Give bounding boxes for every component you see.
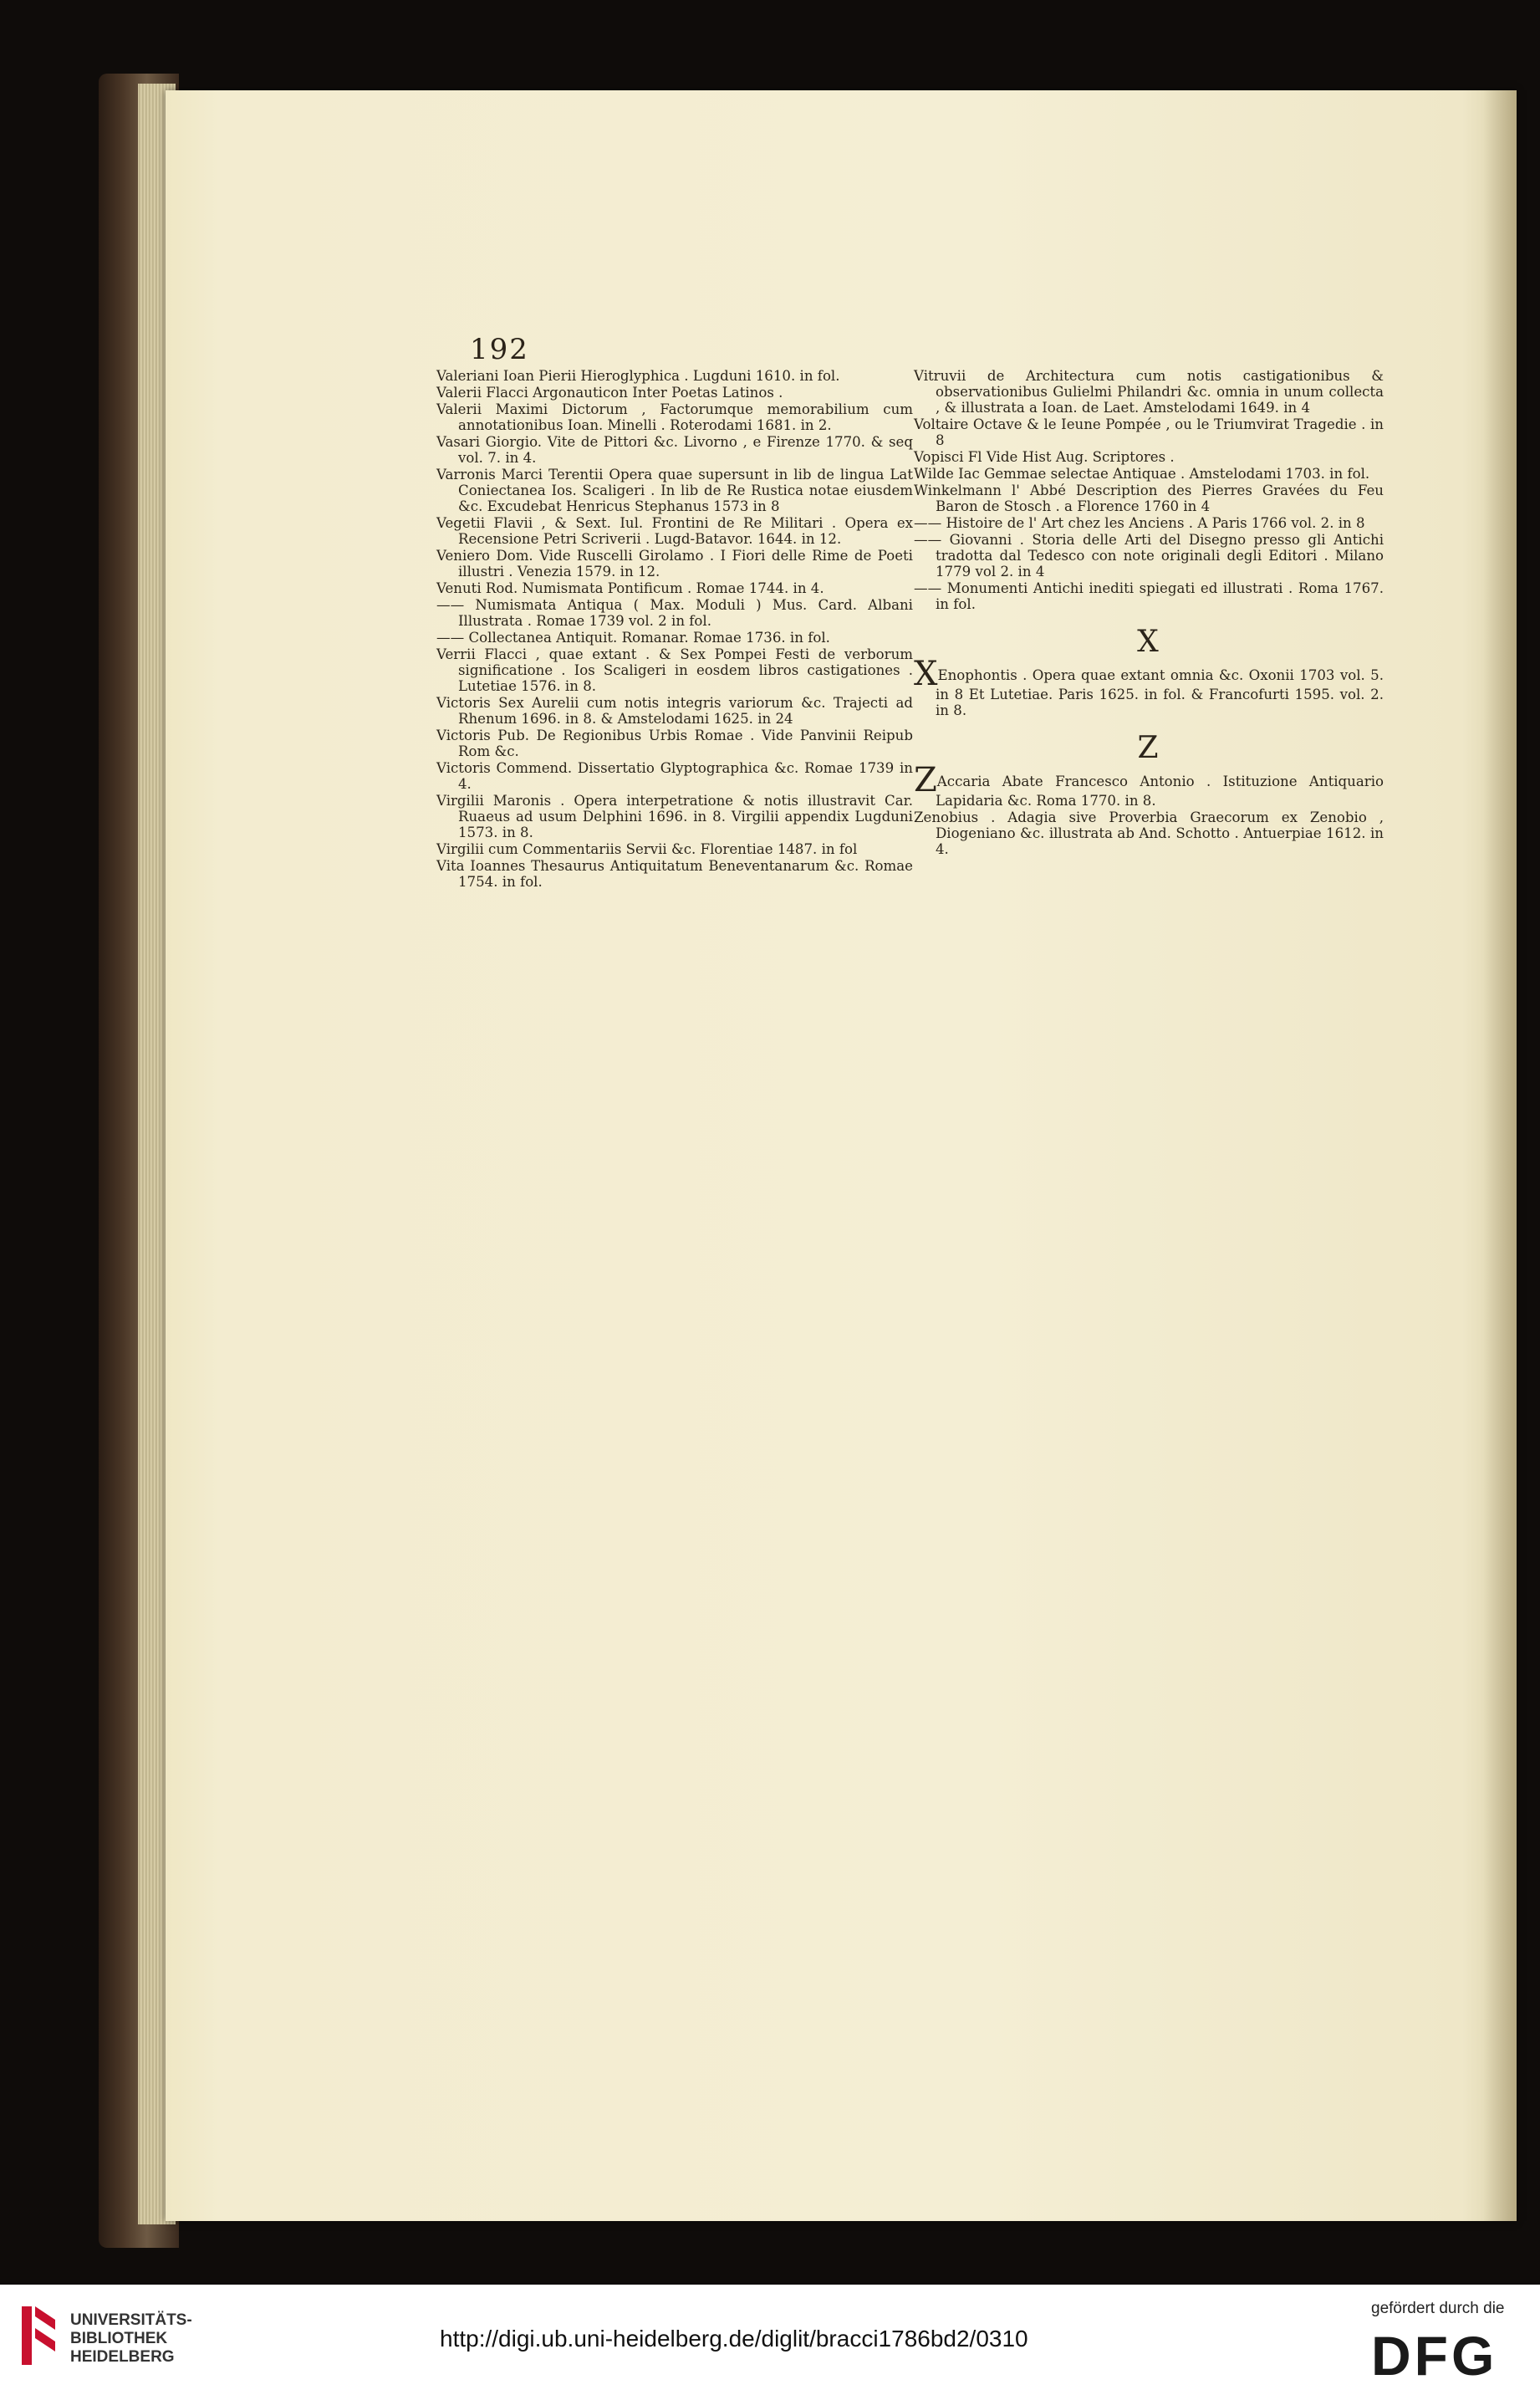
page-number: 192 [470,333,529,366]
catalog-entry: Virgilii cum Commentariis Servii &c. Florentiae 1487. in fol [436,841,858,857]
catalog-entry: Vita Ioannes Thesaurus Antiquitatum Beneventanarum &c. Romae 1754. in fol. [436,858,913,890]
left-column [436,368,913,891]
entry-text: Zenobius . Adagia sive Proverbia Graecorum ex Zenobio , Diogeniano &c. illustrata ab And. Schotto . Antuerpiae 1612. in 4. [914,809,1384,857]
permalink-url[interactable]: http://digi.ub.uni-heidelberg.de/diglit/bracci1786bd2/0310 [440,2326,1028,2352]
funder-text: gefördert durch die [1371,2300,1505,2317]
catalog-entry: Veniero Dom. Vide Ruscelli Girolamo . I Fiori delle Rime de Poeti illustri . Venezia 1579. in 12. [436,548,913,580]
library-name-line-1: UNIVERSITÄTS- [70,2311,192,2329]
catalog-entry: Vasari Giorgio. Vite de Pittori &c. Livorno , e Firenze 1770. & seq vol. 7. in 4. [436,434,913,466]
catalog-entry [914,655,1384,718]
catalog-entry: Valerii Maximi Dictorum , Factorumque memorabilium cum annotationibus Ioan. Minelli . Roterodami 1681. in 2. [436,401,913,433]
page-gutter-shadow [1483,90,1517,2221]
library-name-line-2: BIBLIOTHEK [70,2330,168,2347]
catalog-entry: Voltaire Octave & le Ieune Pompée , ou le Triumvirat Tragedie . in 8 [914,416,1384,448]
catalog-entry [914,809,1384,857]
catalog-entry: Valeriani Ioan Pierii Hieroglyphica . Lugduni 1610. in fol. [436,368,840,384]
right-column [914,368,1384,858]
dfg-logo: DFG [1371,2325,1498,2387]
library-name-line-3: HEIDELBERG [70,2348,175,2366]
viewer-footer [0,2285,1540,2395]
heidelberg-library-logo-icon [18,2303,59,2368]
catalog-entry: —— Histoire de l' Art chez les Anciens . A Paris 1766 vol. 2. in 8 [914,515,1365,531]
drop-capital: X [914,655,938,693]
library-name [70,2311,192,2367]
catalog-entry: —— Collectanea Antiquit. Romanar. Romae 1736. in fol. [436,630,830,646]
catalog-entry: Valerii Flacci Argonauticon Inter Poetas Latinos . [436,385,783,401]
catalog-entry: Victoris Pub. De Regionibus Urbis Romae . Vide Panvinii Reipub Rom &c. [436,728,913,759]
entry-text: Accaria Abate Francesco Antonio . Istituzione Antiquario Lapidaria &c. Roma 1770. in 8. [936,774,1384,809]
catalog-entry [914,761,1384,809]
catalog-entry: —— Monumenti Antichi inediti spiegati ed illustrati . Roma 1767. in fol. [914,580,1384,612]
right-v-entries [914,368,1384,612]
catalog-entry: Varronis Marci Terentii Opera quae supersunt in lib de lingua Lat Coniectanea Ios. Scaligeri . In lib de Re Rustica notae eiusdem &c. Excudebat Henricus Stephanus 1573 in 8 [436,467,913,514]
catalog-entry: Winkelmann l' Abbé Description des Pierres Gravées du Feu Baron de Stosch . a Florence 1760 in 4 [914,483,1384,514]
catalog-entry: Victoris Sex Aurelii cum notis integris variorum &c. Trajecti ad Rhenum 1696. in 8. & Amstelodami 1625. in 24 [436,695,913,727]
section-letter-x: X [1137,625,1160,659]
catalog-entry: Vopisci Fl Vide Hist Aug. Scriptores . [914,449,1175,465]
catalog-entry: —— Giovanni . Storia delle Arti del Disegno presso gli Antichi tradotta dal Tedesco con note originali degli Editori . Milano 1779 vol 2. in 4 [914,532,1384,580]
catalog-entry: Victoris Commend. Dissertatio Glyptographica &c. Romae 1739 in 4. [436,760,913,792]
catalog-entry: Verrii Flacci , quae extant . & Sex Pompei Festi de verborum significatione . Ios Scaligeri in eosdem libros castigationes . Lutetiae 1576. in 8. [436,646,913,694]
section-letter-z: Z [1137,731,1160,765]
catalog-entry: Vitruvii de Architectura cum notis castigationibus & observationibus Gulielmi Philandri &c. omnia in unum collecta , & illustrata a Ioan. de Laet. Amstelodami 1649. in 4 [914,368,1384,416]
entry-text: Enophontis . Opera quae extant omnia &c. Oxonii 1703 vol. 5. in 8 Et Lutetiae. Paris 1625. in fol. & Francofurti 1595. vol. 2. in 8. [936,667,1384,718]
catalog-entry: Venuti Rod. Numismata Pontificum . Romae 1744. in 4. [436,580,824,596]
section-z-entries [914,761,1384,857]
catalog-entry: Virgilii Maronis . Opera interpetratione & notis illustravit Car. Ruaeus ad usum Delphini 1696. in 8. Virgilii appendix Lugduni 1573. in 8. [436,793,913,840]
section-x-entries [914,655,1384,718]
catalog-entry: Wilde Iac Gemmae selectae Antiquae . Amstelodami 1703. in fol. [914,466,1370,482]
drop-capital: Z [914,761,937,799]
catalog-entry: Vegetii Flavii , & Sext. Iul. Frontini de Re Militari . Opera ex Recensione Petri Scriverii . Lugd-Batavor. 1644. in 12. [436,515,913,547]
catalog-entry: —— Numismata Antiqua ( Max. Moduli ) Mus. Card. Albani Illustrata . Romae 1739 vol. 2 in fol. [436,597,913,629]
